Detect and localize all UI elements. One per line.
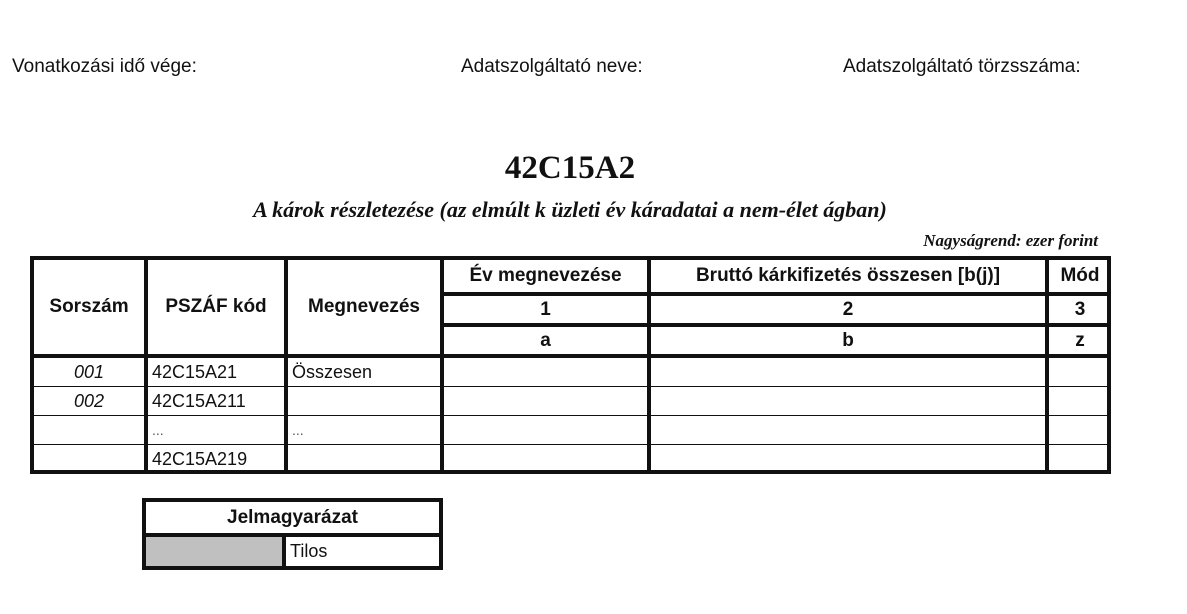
provider-id-label: Adatszolgáltató törzsszáma: (843, 56, 1081, 77)
legend-swatch-forbidden (146, 537, 286, 566)
row-kod: 42C15A21 (152, 361, 238, 382)
period-end-label: Vonatkozási idő vége: (12, 56, 197, 77)
col-number: 2 (842, 298, 854, 320)
row-megnevezes: ... (292, 422, 304, 438)
header-sorszam: Sorszám (49, 296, 129, 317)
legend-label-forbidden: Tilos (290, 541, 328, 561)
row-kod: 42C15A211 (152, 390, 246, 411)
unit-note: Nagyságrend: ezer forint (923, 231, 1098, 250)
row-sorszam: 002 (73, 390, 105, 411)
col-number: 3 (1074, 298, 1086, 320)
row-megnevezes (292, 387, 438, 415)
provider-name-label: Adatszolgáltató neve: (461, 56, 643, 77)
data-table (30, 256, 1111, 474)
legend-title: Jelmagyarázat (227, 506, 358, 528)
header-megnevezes: Megnevezés (308, 296, 420, 317)
row-kod: 42C15A219 (152, 449, 248, 469)
row-sorszam: 001 (73, 361, 105, 382)
header-ev: Év megnevezése (469, 265, 622, 286)
row-megnevezes (292, 445, 438, 474)
col-letter: z (1075, 329, 1085, 351)
row-megnevezes: Összesen (292, 361, 373, 382)
col-number: 1 (540, 298, 551, 320)
row-kod: ... (152, 422, 164, 438)
header-brutto: Bruttó kárkifizetés összesen [b(j)] (695, 265, 1001, 286)
header-pszaf-kod: PSZÁF kód (165, 296, 267, 317)
row-sorszam (34, 445, 144, 474)
form-code-title: 42C15A2 (504, 150, 636, 186)
row-sorszam (34, 416, 144, 444)
header-mod: Mód (1060, 265, 1100, 286)
col-letter: b (842, 329, 854, 351)
col-letter: a (540, 329, 551, 351)
form-subtitle: A károk részletezése (az elmúlt k üzleti év káradatai a nem-élet ágban) (253, 197, 887, 222)
legend-box (142, 498, 443, 570)
